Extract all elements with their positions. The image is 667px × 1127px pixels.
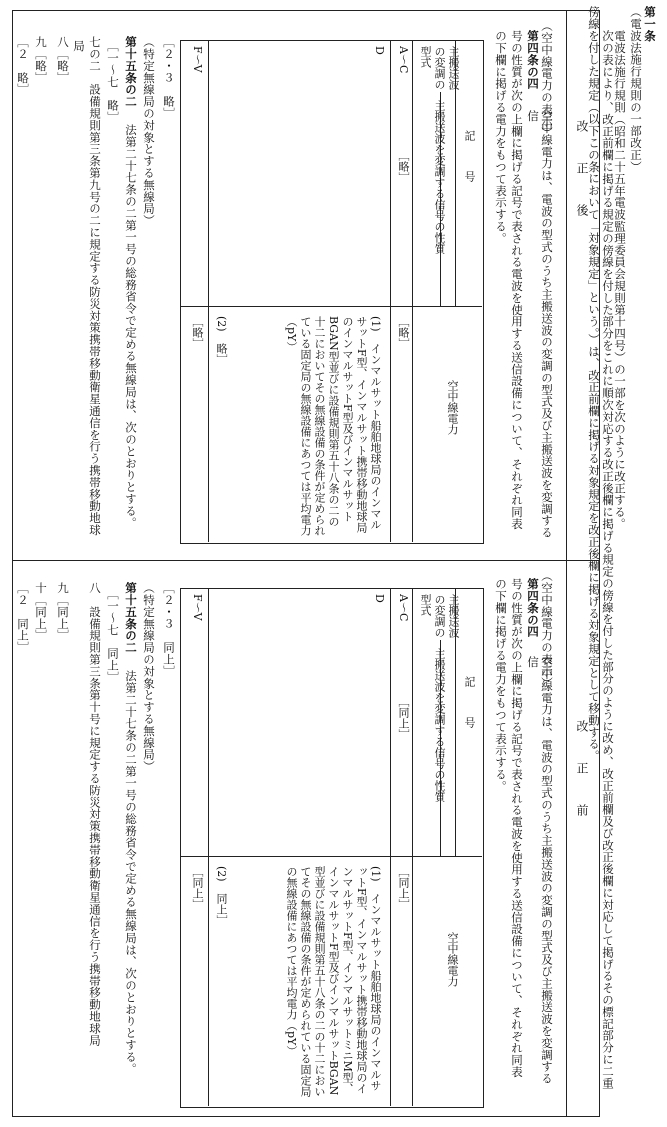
before-art-text2: 号の性質が次の上欄に掲げる記号で表される電波を使用する送信設備について、それぞれ同表	[510, 578, 524, 1078]
after-row-d: D	[373, 46, 386, 55]
intro-line-2: 次の表により、改正前欄に掲げる規定の傍線を付した部分をこれに順次対応する改正後欄に掲げる規定の傍線を付した部分のように改め、改正前欄及び改正後欄に対応して掲げるその標記部分に二重	[601, 30, 615, 1090]
before-caption: （空中線電力の表示）	[540, 570, 554, 689]
after-col-signal: 主搬送波を変調する信号の性質	[433, 100, 446, 254]
before-row-ac-signal: ［同上］	[397, 696, 410, 740]
after-s9: 九［略］	[34, 36, 48, 84]
before-header: 改正前	[575, 720, 589, 846]
after-s72b: 局	[72, 40, 86, 52]
after-caption: （空中線電力の表示）	[540, 20, 554, 139]
intro-line-1: 電波法施行規則（昭和二十五年電波監理委員会規則第十四号）の一部を次のように改正する。	[613, 30, 627, 530]
before-row-ac: A〜C	[397, 594, 410, 622]
after-s23: ［２・３ 略］	[162, 36, 176, 120]
before-s8: 八 設備規則第三条第十号に規定する防災対策携帯移動衛星通信を行う携帯移動地球局	[88, 582, 102, 1047]
after-col-mod: 主搬送波の変調の型式	[419, 46, 460, 90]
after-col-power: 空中線電力	[446, 380, 459, 435]
after-art-text1: 空中線電力は、電波の型式のうち主搬送波の変調の型式及び主搬送波を変調する信	[526, 110, 554, 539]
before-art-text3: の下欄に掲げる電力をもつて表示する。	[494, 578, 508, 793]
article-heading: 第一条	[643, 6, 657, 42]
after-row-ac-signal: ［略］	[397, 150, 410, 183]
before-row-d: D	[373, 594, 386, 603]
before-row-d-item1: (1) インマルサット船舶地球局のインマルサットF型、インマルサット携帯移動地球局のインマルサットF型、インマルサットミニM型、インマルサットF型及びインマルサットBGAN型並びに設備規則第五十八条の二の十二においてその無線設備の条件が定められている固定局の無線設備にあつては平均電力（pY）	[285, 866, 382, 1097]
after-s15-text: 法第二十七条の二第一号の総務省令で定める無線局は、次のとおりとする。	[124, 124, 138, 529]
before-row-d-item2: (2) 同上］	[215, 866, 228, 926]
intro-line-3: 傍線を付した規定（以下この条において「対象規定」という。）は、改正前欄に掲げる対象規定を改正後欄に掲げる対象規定として移動する。	[587, 6, 601, 762]
before-s9: 九［同上］	[56, 582, 70, 642]
after-row-fv-power: ［略］	[191, 316, 204, 349]
before-row-fv: F〜V	[191, 594, 204, 621]
before-s17: ［一〜七 同上］	[106, 588, 120, 684]
before-row-fv-power: ［同上］	[191, 866, 204, 910]
after-header: 改正後	[575, 120, 589, 246]
before-col-power: 空中線電力	[446, 932, 459, 987]
before-col-mod: 主搬送波の変調の型式	[419, 594, 460, 638]
before-s15-text: 法第二十七条の二第一号の総務省令で定める無線局は、次のとおりとする。	[124, 670, 138, 1075]
before-row-ac-power: ［同上］	[397, 866, 410, 910]
before-art-text1: 空中線電力は、電波の型式のうち主搬送波の変調の型式及び主搬送波を変調する信	[526, 656, 554, 1085]
before-s2: ［２ 同上］	[16, 582, 30, 654]
after-s2: ［２ 略］	[16, 36, 30, 96]
article-title: （電波法施行規則の一部改正）	[629, 6, 643, 173]
before-art-label: 第四条の四	[526, 578, 540, 638]
after-row-ac-power: ［略］	[397, 316, 410, 349]
before-s23: ［２・３ 同上］	[162, 582, 176, 678]
before-s15-caption: （特定無線局の対象とする無線局）	[142, 582, 156, 773]
after-art-text2: 号の性質が次の上欄に掲げる記号で表される電波を使用する送信設備について、それぞれ同表	[510, 30, 524, 530]
header-divider-before	[566, 560, 567, 1117]
before-col-symbol: 記号	[463, 676, 476, 758]
half-divider	[12, 560, 600, 561]
before-s10: 十［同上］	[34, 582, 48, 642]
after-row-d-item1: (1) インマルサット船舶地球局のインマルサットF型、インマルサット携帯移動地球局のインマルサットF型及びインマルサットBGAN型並びに設備規則第五十八条の二の十二においてその無線設備の条件が定められている固定局の無線設備にあつては平均電力（pY）	[285, 316, 382, 536]
after-row-ac: A〜C	[397, 46, 410, 74]
after-row-fv: F〜V	[191, 46, 204, 73]
before-s15-label: 第十五条の二	[124, 582, 138, 654]
after-col-symbol: 記号	[463, 130, 476, 212]
after-s8: 八［略］	[56, 36, 70, 84]
after-s17: ［一〜七 略］	[106, 40, 120, 124]
after-s15-caption: （特定無線局の対象とする無線局）	[142, 36, 156, 227]
after-s72: 七の二 設備規則第三条第九号の二に規定する防災対策携帯移動衛星通信を行う携帯移動地球	[88, 36, 102, 536]
before-col-signal: 主搬送波を変調する信号の性質	[433, 648, 446, 802]
header-divider	[566, 10, 567, 560]
after-row-d-item2: (2) 略］	[215, 316, 228, 365]
after-s15-label: 第十五条の二	[124, 36, 138, 108]
after-art-text3: の下欄に掲げる電力をもつて表示する。	[494, 30, 508, 245]
after-art-label: 第四条の四	[526, 30, 540, 90]
